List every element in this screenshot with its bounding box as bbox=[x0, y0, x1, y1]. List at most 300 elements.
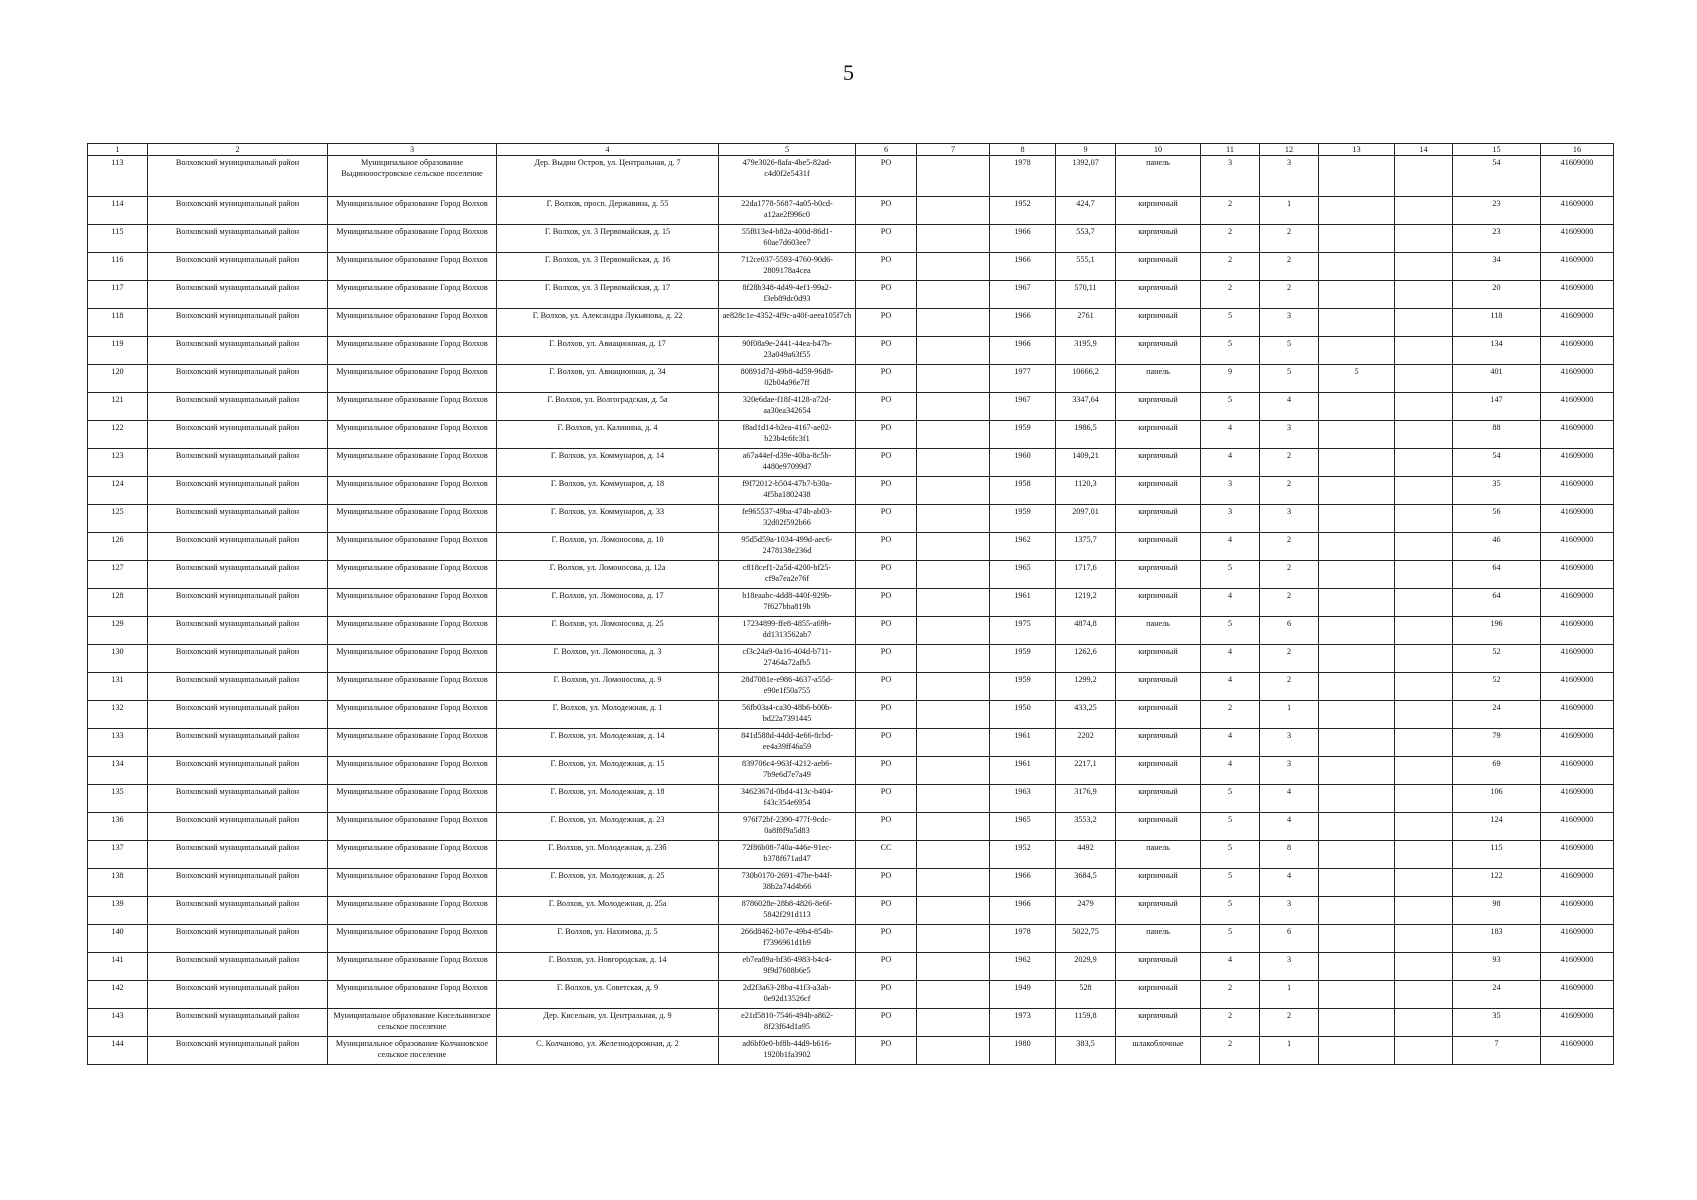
table-cell: 138 bbox=[88, 869, 148, 897]
table-cell: 5 bbox=[1260, 365, 1319, 393]
table-cell: 1 bbox=[1260, 1037, 1319, 1065]
table-cell: 1961 bbox=[990, 757, 1056, 785]
table-cell: Волховский муниципальный район bbox=[148, 225, 328, 253]
table-cell: 2 bbox=[1260, 561, 1319, 589]
table-cell: 117 bbox=[88, 281, 148, 309]
table-cell: Волховский муниципальный район bbox=[148, 757, 328, 785]
table-cell: 113 bbox=[88, 156, 148, 197]
table-cell: 41609000 bbox=[1541, 393, 1614, 421]
table-cell bbox=[1395, 253, 1453, 281]
table-cell: РО bbox=[856, 449, 917, 477]
table-cell: РО bbox=[856, 337, 917, 365]
table-cell: 424,7 bbox=[1056, 197, 1116, 225]
table-cell: 1986,5 bbox=[1056, 421, 1116, 449]
table-cell: РО bbox=[856, 757, 917, 785]
table-cell: Г. Волхов, ул. Авиационная, д. 17 bbox=[497, 337, 719, 365]
table-cell: 41609000 bbox=[1541, 953, 1614, 981]
table-cell: cf3c24a9-0a16-404d-b711-27464a72afb5 bbox=[719, 645, 856, 673]
table-cell bbox=[1395, 589, 1453, 617]
table-row bbox=[88, 701, 1614, 729]
table-cell: 1967 bbox=[990, 393, 1056, 421]
table-cell bbox=[1395, 757, 1453, 785]
table-cell: 4 bbox=[1260, 869, 1319, 897]
table-cell: 5 bbox=[1201, 337, 1260, 365]
table-cell bbox=[917, 505, 990, 533]
table-cell bbox=[1319, 1009, 1395, 1037]
table-cell: 1965 bbox=[990, 813, 1056, 841]
table-cell bbox=[917, 225, 990, 253]
table-cell bbox=[917, 841, 990, 869]
table-cell: 137 bbox=[88, 841, 148, 869]
table-cell: 5 bbox=[1201, 785, 1260, 813]
table-cell bbox=[1319, 281, 1395, 309]
table-cell bbox=[1319, 897, 1395, 925]
table-cell: 64 bbox=[1453, 561, 1541, 589]
table-cell: a67a44ef-d39e-40ba-8c5b-4480e97099d7 bbox=[719, 449, 856, 477]
table-cell: 41609000 bbox=[1541, 505, 1614, 533]
table-cell: 2202 bbox=[1056, 729, 1116, 757]
table-cell: 4 bbox=[1201, 589, 1260, 617]
column-header: 15 bbox=[1453, 144, 1541, 156]
table-cell bbox=[1395, 869, 1453, 897]
table-cell: 115 bbox=[88, 225, 148, 253]
table-cell: 5 bbox=[1201, 925, 1260, 953]
table-cell: 1966 bbox=[990, 225, 1056, 253]
table-cell: 2 bbox=[1260, 477, 1319, 505]
table-cell: 1 bbox=[1260, 701, 1319, 729]
table-cell bbox=[1319, 925, 1395, 953]
table-header bbox=[88, 144, 1614, 156]
table-cell: 41609000 bbox=[1541, 421, 1614, 449]
table-cell: кирпичный bbox=[1116, 981, 1201, 1009]
table-cell: Муниципальное образование Город Волхов bbox=[328, 225, 497, 253]
table-cell: Муниципальное образование Город Волхов bbox=[328, 981, 497, 1009]
table-cell: РО bbox=[856, 869, 917, 897]
table-cell: 41609000 bbox=[1541, 841, 1614, 869]
table-cell: 5 bbox=[1260, 337, 1319, 365]
table-cell: 4492 bbox=[1056, 841, 1116, 869]
table-cell bbox=[1395, 365, 1453, 393]
table-cell: 41609000 bbox=[1541, 309, 1614, 337]
table-cell: кирпичный bbox=[1116, 253, 1201, 281]
table-cell: 133 bbox=[88, 729, 148, 757]
table-cell: 1967 bbox=[990, 281, 1056, 309]
table-row bbox=[88, 253, 1614, 281]
table-cell: 1963 bbox=[990, 785, 1056, 813]
table-cell: кирпичный bbox=[1116, 589, 1201, 617]
table-cell: 41609000 bbox=[1541, 365, 1614, 393]
table-cell: 23 bbox=[1453, 197, 1541, 225]
table-cell: Муниципальное образование Город Волхов bbox=[328, 813, 497, 841]
table-cell bbox=[1395, 309, 1453, 337]
table-cell bbox=[917, 393, 990, 421]
table-cell bbox=[917, 813, 990, 841]
table-cell: РО bbox=[856, 156, 917, 197]
table-row bbox=[88, 449, 1614, 477]
table-cell bbox=[1395, 813, 1453, 841]
table-cell: кирпичный bbox=[1116, 673, 1201, 701]
table-cell: 2 bbox=[1260, 589, 1319, 617]
table-cell: Г. Волхов, ул. Молодежная, д. 15 bbox=[497, 757, 719, 785]
table-cell: 1966 bbox=[990, 337, 1056, 365]
table-cell: кирпичный bbox=[1116, 309, 1201, 337]
table-row bbox=[88, 729, 1614, 757]
table-cell: 1961 bbox=[990, 729, 1056, 757]
table-cell: 23 bbox=[1453, 225, 1541, 253]
table-cell: 144 bbox=[88, 1037, 148, 1065]
table-cell: 52 bbox=[1453, 645, 1541, 673]
table-cell: Волховский муниципальный район bbox=[148, 337, 328, 365]
table-cell: Волховский муниципальный район bbox=[148, 477, 328, 505]
table-cell: 41609000 bbox=[1541, 337, 1614, 365]
table-cell: 1949 bbox=[990, 981, 1056, 1009]
table-cell: 41609000 bbox=[1541, 1009, 1614, 1037]
table-cell: кирпичный bbox=[1116, 225, 1201, 253]
table-cell bbox=[1395, 561, 1453, 589]
table-cell: 2217,1 bbox=[1056, 757, 1116, 785]
table-cell: панель bbox=[1116, 156, 1201, 197]
table-cell bbox=[1395, 533, 1453, 561]
table-cell: РО bbox=[856, 225, 917, 253]
table-cell: 41609000 bbox=[1541, 897, 1614, 925]
table-cell: Муниципальное образование Город Волхов bbox=[328, 673, 497, 701]
table-cell: 143 bbox=[88, 1009, 148, 1037]
table-row bbox=[88, 309, 1614, 337]
table-cell: панель bbox=[1116, 617, 1201, 645]
table-cell: 5 bbox=[1319, 365, 1395, 393]
table-cell: 41609000 bbox=[1541, 449, 1614, 477]
housing-registry-table bbox=[87, 143, 1614, 1065]
table-cell: Волховский муниципальный район bbox=[148, 393, 328, 421]
column-header: 5 bbox=[719, 144, 856, 156]
table-cell: 10666,2 bbox=[1056, 365, 1116, 393]
table-cell: 383,5 bbox=[1056, 1037, 1116, 1065]
table-cell: Муниципальное образование Город Волхов bbox=[328, 729, 497, 757]
table-cell bbox=[917, 1009, 990, 1037]
table-cell: 2d2f3a63-28ba-41f3-a3ab-0e92d13526cf bbox=[719, 981, 856, 1009]
table-cell: Волховский муниципальный район bbox=[148, 785, 328, 813]
table-cell: 841d588d-44dd-4e66-8cbd-ee4a39ff46a59 bbox=[719, 729, 856, 757]
table-cell: 54 bbox=[1453, 449, 1541, 477]
table-cell: РО bbox=[856, 281, 917, 309]
table-cell bbox=[1319, 421, 1395, 449]
table-cell: 139 bbox=[88, 897, 148, 925]
table-row bbox=[88, 421, 1614, 449]
table-cell: Муниципальное образование Выдинооостровское сельское поселение bbox=[328, 156, 497, 197]
table-cell: 1965 bbox=[990, 561, 1056, 589]
table-cell: 712ce037-5593-4760-90d6-2809178a4cea bbox=[719, 253, 856, 281]
table-cell: РО bbox=[856, 1009, 917, 1037]
table-cell: 79 bbox=[1453, 729, 1541, 757]
table-cell bbox=[1319, 197, 1395, 225]
table-cell: 8 bbox=[1260, 841, 1319, 869]
table-cell: кирпичный bbox=[1116, 1009, 1201, 1037]
table-cell: 54 bbox=[1453, 156, 1541, 197]
table-cell: 123 bbox=[88, 449, 148, 477]
table-cell: 41609000 bbox=[1541, 981, 1614, 1009]
table-cell: 976f72bf-2390-477f-9cdc-0a8f8f9a5d83 bbox=[719, 813, 856, 841]
table-cell: Волховский муниципальный район bbox=[148, 156, 328, 197]
table-cell bbox=[1319, 449, 1395, 477]
table-cell: Волховский муниципальный район bbox=[148, 813, 328, 841]
table-row bbox=[88, 673, 1614, 701]
table-cell bbox=[1395, 729, 1453, 757]
column-header: 8 bbox=[990, 144, 1056, 156]
table-cell: Г. Волхов, ул. 3 Первомайская, д. 17 bbox=[497, 281, 719, 309]
table-cell: РО bbox=[856, 393, 917, 421]
table-cell: шлакоблочные bbox=[1116, 1037, 1201, 1065]
table-cell: 2029,9 bbox=[1056, 953, 1116, 981]
table-cell bbox=[1395, 841, 1453, 869]
table-cell: 136 bbox=[88, 813, 148, 841]
table-cell: 127 bbox=[88, 561, 148, 589]
table-cell: Муниципальное образование Город Волхов bbox=[328, 505, 497, 533]
table-cell bbox=[917, 309, 990, 337]
table-cell bbox=[917, 561, 990, 589]
table-cell: РО bbox=[856, 421, 917, 449]
table-cell: 118 bbox=[1453, 309, 1541, 337]
column-header: 11 bbox=[1201, 144, 1260, 156]
table-cell: 130 bbox=[88, 645, 148, 673]
table-cell bbox=[1319, 785, 1395, 813]
table-cell bbox=[917, 477, 990, 505]
column-header: 2 bbox=[148, 144, 328, 156]
table-cell: Муниципальное образование Город Волхов bbox=[328, 309, 497, 337]
table-cell: 55f813e4-b82a-400d-86d1-60ae7d603ee7 bbox=[719, 225, 856, 253]
table-row bbox=[88, 533, 1614, 561]
table-cell: кирпичный bbox=[1116, 729, 1201, 757]
table-cell: 1959 bbox=[990, 421, 1056, 449]
table-cell: 69 bbox=[1453, 757, 1541, 785]
table-cell: Волховский муниципальный район bbox=[148, 589, 328, 617]
table-row bbox=[88, 869, 1614, 897]
table-cell: кирпичный bbox=[1116, 813, 1201, 841]
table-cell: ae828c1e-4352-4f9c-a40f-aeea105f7cb bbox=[719, 309, 856, 337]
table-cell: Г. Волхов, ул. Коммунаров, д. 33 bbox=[497, 505, 719, 533]
table-cell: 134 bbox=[1453, 337, 1541, 365]
table-cell: 41609000 bbox=[1541, 813, 1614, 841]
table-cell: 1717,6 bbox=[1056, 561, 1116, 589]
table-cell bbox=[917, 869, 990, 897]
table-cell: 1952 bbox=[990, 197, 1056, 225]
table-cell: 34 bbox=[1453, 253, 1541, 281]
table-cell bbox=[1319, 561, 1395, 589]
table-cell: Волховский муниципальный район bbox=[148, 673, 328, 701]
table-cell: 1219,2 bbox=[1056, 589, 1116, 617]
table-cell: 134 bbox=[88, 757, 148, 785]
table-cell: 4 bbox=[1201, 533, 1260, 561]
table-cell: Муниципальное образование Колчановское сельское поселение bbox=[328, 1037, 497, 1065]
table-cell: 2 bbox=[1260, 1009, 1319, 1037]
column-header: 4 bbox=[497, 144, 719, 156]
table-cell bbox=[917, 981, 990, 1009]
table-cell: кирпичный bbox=[1116, 477, 1201, 505]
table-cell: 88 bbox=[1453, 421, 1541, 449]
table-cell: 183 bbox=[1453, 925, 1541, 953]
table-cell: 570,11 bbox=[1056, 281, 1116, 309]
table-cell: кирпичный bbox=[1116, 421, 1201, 449]
table-cell bbox=[917, 673, 990, 701]
table-cell bbox=[1319, 225, 1395, 253]
table-cell: 2 bbox=[1260, 645, 1319, 673]
table-cell: 93 bbox=[1453, 953, 1541, 981]
table-cell: 128 bbox=[88, 589, 148, 617]
table-cell: Г. Волхов, ул. Волгоградская, д. 5а bbox=[497, 393, 719, 421]
table-cell: кирпичный bbox=[1116, 533, 1201, 561]
table-cell bbox=[1319, 953, 1395, 981]
table-cell: РО bbox=[856, 981, 917, 1009]
table-cell: 2 bbox=[1260, 225, 1319, 253]
table-cell: Волховский муниципальный район bbox=[148, 309, 328, 337]
table-cell: РО bbox=[856, 897, 917, 925]
table-cell: Г. Волхов, ул. Молодежная, д. 23б bbox=[497, 841, 719, 869]
table-cell: 1959 bbox=[990, 505, 1056, 533]
table-cell: Волховский муниципальный район bbox=[148, 897, 328, 925]
table-cell: 142 bbox=[88, 981, 148, 1009]
table-cell: 41609000 bbox=[1541, 281, 1614, 309]
table-cell: 5 bbox=[1201, 897, 1260, 925]
table-cell bbox=[917, 729, 990, 757]
table-cell: 41609000 bbox=[1541, 477, 1614, 505]
table-cell: Г. Волхов, ул. Коммунаров, д. 18 bbox=[497, 477, 719, 505]
table-cell: Г. Волхов, ул. Новгородская, д. 14 bbox=[497, 953, 719, 981]
table-cell: 46 bbox=[1453, 533, 1541, 561]
table-cell: 64 bbox=[1453, 589, 1541, 617]
table-cell: Муниципальное образование Город Волхов bbox=[328, 953, 497, 981]
table-cell: Волховский муниципальный район bbox=[148, 729, 328, 757]
table-cell: 95d5d59a-1034-499d-aec6-2478138e236d bbox=[719, 533, 856, 561]
table-cell: 41609000 bbox=[1541, 785, 1614, 813]
table-row bbox=[88, 841, 1614, 869]
table-row bbox=[88, 897, 1614, 925]
table-cell: 98 bbox=[1453, 897, 1541, 925]
table-cell: Муниципальное образование Город Волхов bbox=[328, 253, 497, 281]
table-cell: 131 bbox=[88, 673, 148, 701]
table-cell: 35 bbox=[1453, 477, 1541, 505]
table-cell: Волховский муниципальный район bbox=[148, 841, 328, 869]
table-cell: 401 bbox=[1453, 365, 1541, 393]
table-cell: 41609000 bbox=[1541, 617, 1614, 645]
table-cell bbox=[1395, 897, 1453, 925]
header-row bbox=[88, 144, 1614, 156]
table-cell: 4 bbox=[1201, 449, 1260, 477]
table-cell: 730b0170-2691-47be-b44f-38b2a74d4b66 bbox=[719, 869, 856, 897]
table-cell: 115 bbox=[1453, 841, 1541, 869]
table-row bbox=[88, 645, 1614, 673]
table-cell: 320e6dae-f18f-4128-a72d-aa30ea342654 bbox=[719, 393, 856, 421]
table-cell: Муниципальное образование Город Волхов bbox=[328, 757, 497, 785]
table-row bbox=[88, 757, 1614, 785]
table-cell: Волховский муниципальный район bbox=[148, 561, 328, 589]
table-cell: РО bbox=[856, 533, 917, 561]
table-cell bbox=[1395, 981, 1453, 1009]
table-cell: 119 bbox=[88, 337, 148, 365]
table-cell: 9 bbox=[1201, 365, 1260, 393]
table-cell: Г. Волхов, ул. 3 Первомайская, д. 16 bbox=[497, 253, 719, 281]
table-cell: 3 bbox=[1260, 897, 1319, 925]
table-cell: f8ad1d14-b2ea-4167-ae02-b23b4c6fc3f1 bbox=[719, 421, 856, 449]
table-cell: 3 bbox=[1260, 729, 1319, 757]
table-cell: 124 bbox=[88, 477, 148, 505]
table-cell bbox=[1319, 505, 1395, 533]
table-cell: 35 bbox=[1453, 1009, 1541, 1037]
table-row bbox=[88, 281, 1614, 309]
table-cell: Г. Волхов, ул. 3 Первомайская, д. 15 bbox=[497, 225, 719, 253]
table-cell: 129 bbox=[88, 617, 148, 645]
page-number: 5 bbox=[843, 60, 854, 85]
table-cell: e21d5810-7546-494b-a862-8f23f64d1a95 bbox=[719, 1009, 856, 1037]
table-cell: 41609000 bbox=[1541, 561, 1614, 589]
table-cell: РО bbox=[856, 1037, 917, 1065]
table-cell: 2 bbox=[1201, 1037, 1260, 1065]
table-cell: Дер. Выдин Остров, ул. Центральная, д. 7 bbox=[497, 156, 719, 197]
table-cell: Г. Волхов, ул. Авиационная, д. 34 bbox=[497, 365, 719, 393]
table-cell: 6 bbox=[1260, 617, 1319, 645]
table-cell: РО bbox=[856, 925, 917, 953]
table-cell: 72f86b08-740a-446e-91ec-b378f671ad47 bbox=[719, 841, 856, 869]
table-cell: Волховский муниципальный район bbox=[148, 869, 328, 897]
table-cell: Волховский муниципальный район bbox=[148, 925, 328, 953]
table-cell: 3 bbox=[1201, 156, 1260, 197]
table-cell: 1958 bbox=[990, 477, 1056, 505]
table-cell: Волховский муниципальный район bbox=[148, 421, 328, 449]
table-cell bbox=[1319, 729, 1395, 757]
table-cell: Муниципальное образование Город Волхов bbox=[328, 701, 497, 729]
table-cell: ad6bf0e0-bf8b-44d9-b616-1920b1fa3902 bbox=[719, 1037, 856, 1065]
table-cell: 4 bbox=[1201, 421, 1260, 449]
table-cell: 22da1778-5687-4a05-b0cd-a12ae2f996c0 bbox=[719, 197, 856, 225]
table-cell: 4 bbox=[1260, 813, 1319, 841]
table-cell bbox=[1395, 197, 1453, 225]
table-cell: 1299,2 bbox=[1056, 673, 1116, 701]
table-cell bbox=[1395, 156, 1453, 197]
table-cell: 17234899-ffe8-4855-a69b-dd1313562ab7 bbox=[719, 617, 856, 645]
table-cell: Г. Волхов, ул. Калинина, д. 4 bbox=[497, 421, 719, 449]
table-cell: РО bbox=[856, 953, 917, 981]
table-cell bbox=[917, 337, 990, 365]
table-cell: 2761 bbox=[1056, 309, 1116, 337]
table-cell: Муниципальное образование Город Волхов bbox=[328, 449, 497, 477]
column-header: 3 bbox=[328, 144, 497, 156]
table-cell: 3195,9 bbox=[1056, 337, 1116, 365]
table-cell bbox=[1395, 505, 1453, 533]
table-cell: кирпичный bbox=[1116, 197, 1201, 225]
table-cell bbox=[1319, 533, 1395, 561]
table-cell: 20 bbox=[1453, 281, 1541, 309]
table-cell: 2 bbox=[1201, 981, 1260, 1009]
table-cell: 2 bbox=[1201, 253, 1260, 281]
table-cell bbox=[917, 197, 990, 225]
table-cell: Г. Волхов, ул. Ломоносова, д. 17 bbox=[497, 589, 719, 617]
table-cell: 24 bbox=[1453, 701, 1541, 729]
table-cell: РО bbox=[856, 645, 917, 673]
table-cell: 839706c4-963f-4212-aeb6-7b9e6d7e7a49 bbox=[719, 757, 856, 785]
table-cell: Волховский муниципальный район bbox=[148, 1009, 328, 1037]
table-cell: кирпичный bbox=[1116, 897, 1201, 925]
table-cell bbox=[917, 533, 990, 561]
table-cell: 1966 bbox=[990, 869, 1056, 897]
table-cell: 1409,21 bbox=[1056, 449, 1116, 477]
table-cell bbox=[1319, 337, 1395, 365]
table-cell: 5022,75 bbox=[1056, 925, 1116, 953]
table-cell: Г. Волхов, ул. Молодежная, д. 14 bbox=[497, 729, 719, 757]
table-cell: Муниципальное образование Город Волхов bbox=[328, 477, 497, 505]
table-cell: Г. Волхов, ул. Молодежная, д. 23 bbox=[497, 813, 719, 841]
table-cell: 1966 bbox=[990, 253, 1056, 281]
table-cell: 28d7081e-e986-4637-a55d-e90e1f50a755 bbox=[719, 673, 856, 701]
table-cell: Дер. Кисельня, ул. Центральная, д. 9 bbox=[497, 1009, 719, 1037]
table-cell: b18eaabc-4dd8-440f-929b-7f627bba819b bbox=[719, 589, 856, 617]
